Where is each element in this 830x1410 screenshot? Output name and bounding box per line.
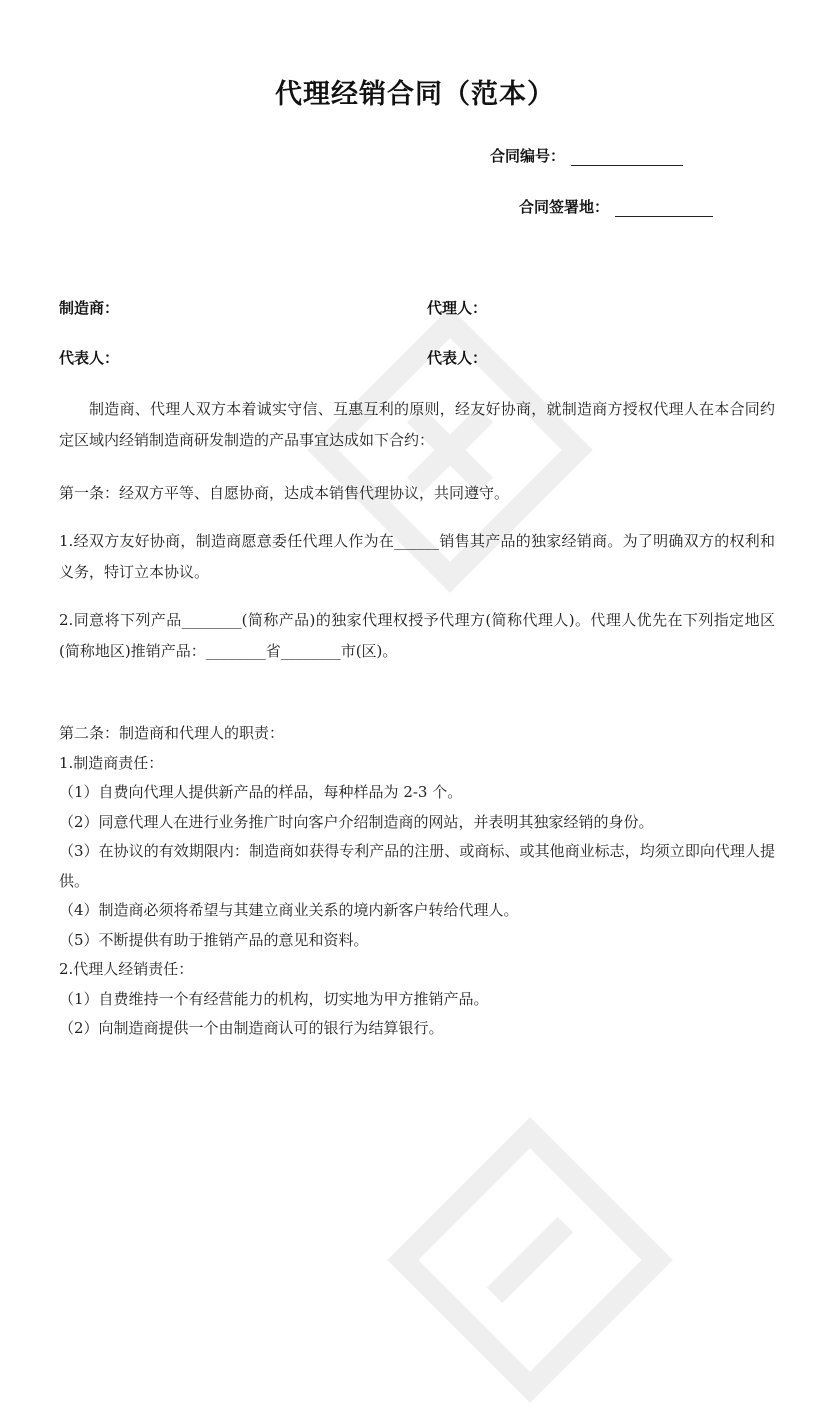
signing-place-blank[interactable]: [615, 202, 713, 217]
manufacturer-duty-1: （1）自费向代理人提供新产品的样品，每种样品为 2-3 个。: [59, 783, 463, 801]
signing-place-field: [519, 196, 713, 217]
intro-paragraph: 制造商、代理人双方本着诚实守信、互惠互利的原则，经友好协商，就制造商方授权代理人在本合同约定区域内经销制造商研发制造的产品事宜达成如下合约：: [59, 400, 775, 449]
agent-duties-heading: 2.代理人经销责任：: [59, 960, 194, 978]
agent-label: 代理人：: [427, 299, 488, 317]
article1-item-2: 2.同意将下列产品________(简称产品)的独家代理权授予代理方(简称代理人)。代理人优先在下列指定地区(简称地区)推销产品：________省________市(区)。: [59, 611, 775, 660]
manufacturer-duty-4: （4）制造商必须将希望与其建立商业关系的境内新客户转给代理人。: [59, 901, 519, 919]
contract-number-label: 合同编号：: [490, 147, 566, 165]
agent-duty-2: （2）向制造商提供一个由制造商认可的银行为结算银行。: [59, 1019, 444, 1037]
signing-place-label: 合同签署地：: [519, 198, 610, 216]
document-title: 代理经销合同（范本）: [275, 79, 555, 110]
contract-number-field: [490, 145, 683, 166]
agent-rep-label: 代表人：: [427, 349, 488, 367]
article2: [59, 719, 775, 1044]
manufacturer-duties-heading: 1.制造商责任：: [59, 753, 164, 772]
agent-duty-1: （1）自费维持一个有经营能力的机构，切实地为甲方推销产品。: [59, 989, 489, 1008]
manufacturer-duty-3: （3）在协议的有效期限内：制造商如获得专利产品的注册、或商标、或其他商业标志，均须立即向代理人提供。: [59, 842, 775, 890]
watermark-icon: [380, 1110, 680, 1410]
contract-number-blank[interactable]: [571, 151, 683, 166]
manufacturer-rep-label: 代表人：: [59, 349, 120, 367]
manufacturer-label: 制造商：: [59, 299, 120, 317]
article2-heading: 第二条：制造商和代理人的职责：: [59, 724, 285, 742]
article1-heading: 第一条：经双方平等、自愿协商，达成本销售代理协议，共同遵守。: [59, 484, 510, 502]
manufacturer-duty-5: （5）不断提供有助于推销产品的意见和资料。: [59, 930, 369, 949]
article1-item-1: 1.经双方友好协商，制造商愿意委任代理人作为在______销售其产品的独家经销商。为了明确双方的权利和义务，特订立本协议。: [59, 532, 775, 581]
manufacturer-duty-2: （2）同意代理人在进行业务推广时向客户介绍制造商的网站，并表明其独家经销的身份。: [59, 812, 654, 831]
